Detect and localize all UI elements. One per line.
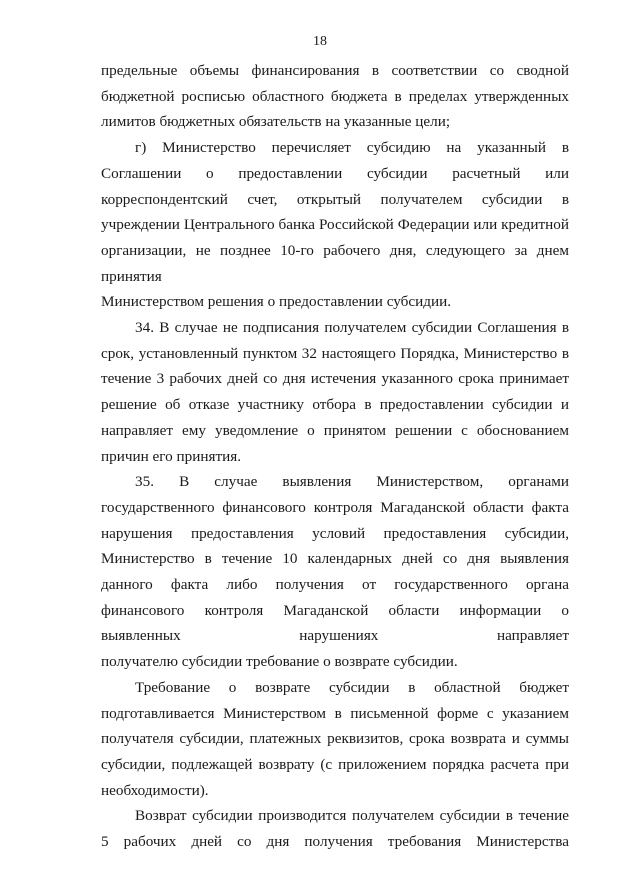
paragraph-refund-demand-last-line: необходимости). (101, 781, 209, 799)
paragraph-budget-limits: предельные объемы финансирования в соответствии со сводной бюджетной росписью областного бюджета в пределах утвержденных (101, 62, 569, 105)
document-body (101, 58, 569, 855)
paragraph-item-35: 35. В случае выявления Министерством, органами государственного финансового контроля Магаданской области факта нарушения предоставления условий предоставления субсидии, Министерство в течение 10 календарных дней со дня выявления данного факта либо получения от государственного органа финансового контроля Магаданской области информации о выявленных нарушениях направляет (101, 473, 569, 645)
paragraph-refund-term: Возврат субсидии производится получателем субсидии в течение 5 рабочих дней со дня получения требования Министерства (101, 807, 569, 851)
paragraph-item-g-last-line: Министерством решения о предоставлении субсидии. (101, 293, 452, 311)
page-number: 18 (313, 34, 327, 49)
paragraph-budget-limits-last-line: лимитов бюджетных обязательств на указанные цели; (101, 113, 451, 131)
paragraph-item-35-last-line: получателю субсидии требование о возврате субсидии. (101, 653, 458, 671)
paragraph-item-g: г) Министерство перечисляет субсидию на указанный в Соглашении о предоставлении субсидии расчетный или корреспондентский счет, открытый получателем субсидии в учреждении Центрального банка Российской Федерации или кредитной организации, не позднее 10-го рабочего дня, следующего за днем принятия (101, 139, 569, 285)
paragraph-refund-demand: Требование о возврате субсидии в областной бюджет подготавливается Министерством в письменной форме с указанием получателя субсидии, платежных реквизитов, срока возврата и суммы субсидии, подлежащей возврату (с приложением порядка расчета при (101, 678, 569, 773)
paragraph-item-34: 34. В случае не подписания получателем субсидии Соглашения в срок, установленный пунктом 32 настоящего Порядка, Министерство в течение 3 рабочих дней со дня истечения указанного срока принимает решение об отказе участнику отбора в предоставлении субсидии и направляет ему уведомление о принятом решении с обоснованием (101, 319, 569, 439)
paragraph-item-34-last-line: причин его принятия. (101, 447, 242, 465)
